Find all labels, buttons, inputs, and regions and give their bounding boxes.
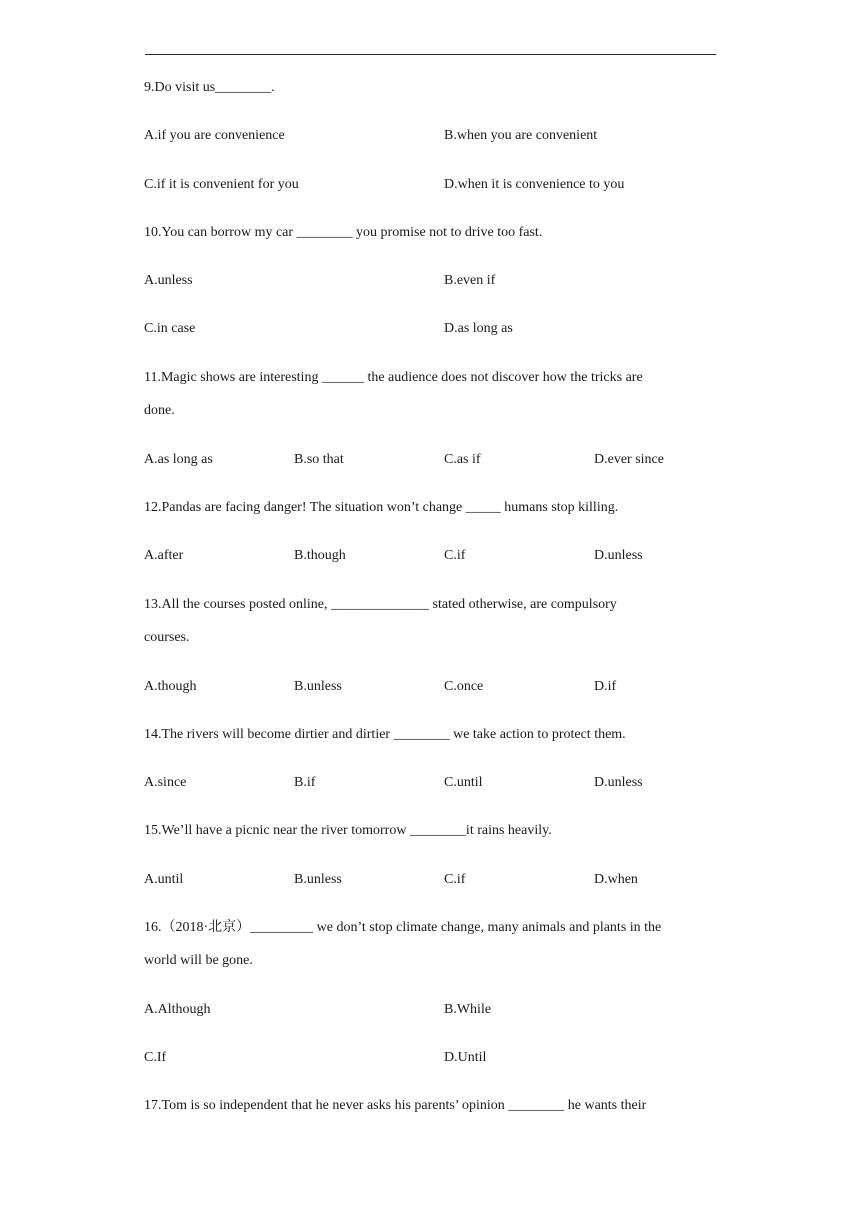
question-16-option-a: A.Although — [144, 1002, 211, 1017]
question-9-option-b: B.when you are convenient — [444, 128, 598, 143]
question-15-stem: 15.We’ll have a picnic near the river tomorrow ________it rains heavily. — [144, 823, 552, 838]
question-13-option-b: B.unless — [294, 679, 342, 694]
question-13-option-a: A.though — [144, 679, 197, 694]
question-9-option-c: C.if it is convenient for you — [144, 177, 299, 192]
question-17-stem-line-1: 17.Tom is so independent that he never asks his parents’ opinion ________ he wants their — [144, 1098, 647, 1113]
question-16-option-b: B.While — [444, 1002, 492, 1017]
question-10-option-c: C.in case — [144, 321, 196, 336]
question-15-option-d: D.when — [594, 872, 638, 887]
question-10-stem: 10.You can borrow my car ________ you promise not to drive too fast. — [144, 225, 543, 240]
question-12-option-d: D.unless — [594, 548, 643, 563]
question-16-stem-line-2: world will be gone. — [144, 953, 253, 968]
question-16-option-d: D.Until — [444, 1050, 487, 1065]
question-12-stem: 12.Pandas are facing danger! The situation won’t change _____ humans stop killing. — [144, 500, 619, 515]
question-11-option-b: B.so that — [294, 452, 344, 467]
question-14-option-d: D.unless — [594, 775, 643, 790]
question-16-option-c: C.If — [144, 1050, 167, 1065]
question-12-option-c: C.if — [444, 548, 466, 563]
question-13-option-d: D.if — [594, 679, 617, 694]
question-15-option-a: A.until — [144, 872, 184, 887]
question-10-option-d: D.as long as — [444, 321, 513, 336]
question-15-option-c: C.if — [444, 872, 466, 887]
question-12-option-a: A.after — [144, 548, 184, 563]
question-15-option-b: B.unless — [294, 872, 342, 887]
question-9-stem: 9.Do visit us________. — [144, 80, 275, 95]
header-rule — [145, 54, 716, 55]
question-14-option-b: B.if — [294, 775, 316, 790]
question-11-stem-line-1: 11.Magic shows are interesting ______ the audience does not discover how the tricks are — [144, 370, 643, 385]
question-11-option-a: A.as long as — [144, 452, 213, 467]
question-9-option-d: D.when it is convenience to you — [444, 177, 625, 192]
question-14-option-a: A.since — [144, 775, 187, 790]
question-16-stem-line-1: 16.（2018·北京）_________ we don’t stop climate change, many animals and plants in the — [144, 920, 662, 935]
question-10-option-b: B.even if — [444, 273, 496, 288]
question-11-option-c: C.as if — [444, 452, 481, 467]
question-12-option-b: B.though — [294, 548, 346, 563]
question-11-option-d: D.ever since — [594, 452, 664, 467]
question-13-option-c: C.once — [444, 679, 484, 694]
question-10-option-a: A.unless — [144, 273, 193, 288]
question-13-stem-line-2: courses. — [144, 630, 190, 645]
question-14-stem: 14.The rivers will become dirtier and dirtier ________ we take action to protect them. — [144, 727, 626, 742]
question-11-stem-line-2: done. — [144, 403, 175, 418]
question-14-option-c: C.until — [444, 775, 483, 790]
question-13-stem-line-1: 13.All the courses posted online, ______________ stated otherwise, are compulsory — [144, 597, 617, 612]
question-9-option-a: A.if you are convenience — [144, 128, 285, 143]
